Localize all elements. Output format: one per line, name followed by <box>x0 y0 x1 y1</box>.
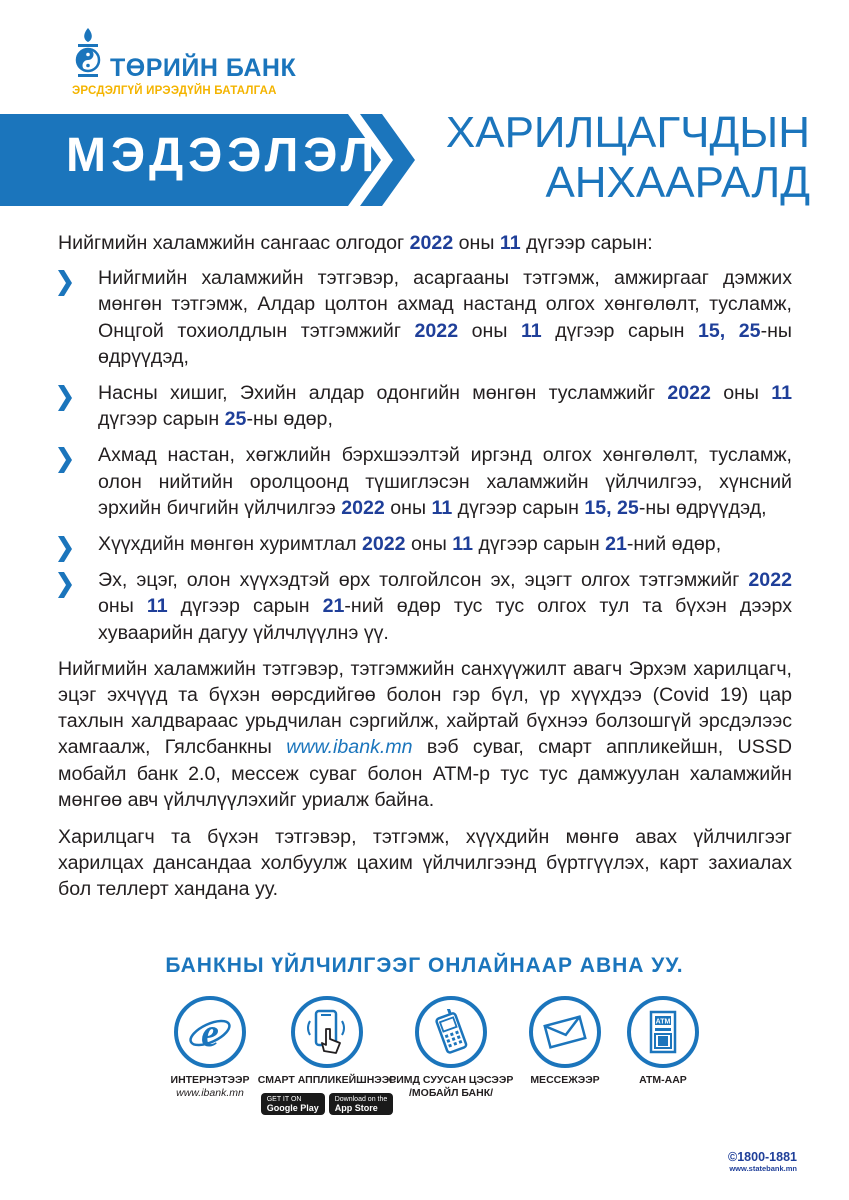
hotline-number[interactable]: ©1800-1881 <box>728 1150 797 1164</box>
channel-internet-label: ИНТЕРНЭТЭЭР <box>170 1074 250 1086</box>
paragraph-appeal: Нийгмийн халамжийн тэтгэвэр, тэтгэмжийн санхүүжилт авагч Эрхэм харилцагч, эцэг эхчүүд та бүхэн өөрсдийгөө болон гэр бүл, үр хүүхдээ (Covid 19) цар тахлын халдвараас урьдчилан сэргийлж, хайртай бүхнээ болзошгүй эрсдэлээс хамгаалж, Гялсбанкны www.ibank.mn вэб суваг, смарт аппликейшн, USSD мобайл банк 2.0, мессеж суваг болон ATM-р тус тус дамжуулан халамжийн мөнгөө авч үйлчлүүлэхийг уриалж байна. <box>58 657 792 811</box>
channel-smart-app-circle <box>291 996 363 1068</box>
list-item: Эх, эцэг, олон хүүхэдтэй өрх толгойлсон эх, эцэгт олгох тэтгэмжийг 2022 оны 11 дүгээр сарын 21-ний өдөр тус тус олгох тул та бүхэн дээрх хуваарийн дагуу үйлчлүүлнэ үү. <box>58 567 792 646</box>
channel-ussd-circle <box>415 996 487 1068</box>
google-play-badge[interactable]: GET IT ON Google Play <box>261 1093 325 1115</box>
paragraph-teller: Харилцагч та бүхэн тэтгэвэр, тэтгэмж, хүүхдийн мөнгө авах үйлчилгээг харилцах дансандаа холбуулж цахим үйлчилгээнд бүртгүүлэх, карт захиалах бол теллерт хандана уу. <box>58 826 792 901</box>
info-banner <box>0 114 415 206</box>
notice-body <box>58 230 792 914</box>
chevron-right-icon <box>58 447 72 473</box>
channel-sms-label: МЕССЕЖЭЭР <box>530 1074 600 1086</box>
chevron-right-icon <box>58 385 72 411</box>
list-item: Хүүхдийн мөнгөн хуримтлал 2022 оны 11 дүгээр сарын 21-ний өдөр, <box>58 531 792 557</box>
soyombo-yin-yang-icon <box>70 26 106 80</box>
bank-logo <box>70 24 330 104</box>
channel-smart-app-label: СМАРТ АППЛИКЕЙШНЭЭР <box>257 1074 397 1086</box>
chevron-right-icon <box>58 536 72 562</box>
channel-atm-circle <box>627 996 699 1068</box>
footer-contact <box>728 1150 797 1173</box>
ibank-link[interactable]: www.ibank.mn <box>286 736 413 759</box>
headline-line-1: ХАРИЛЦАГЧДЫН <box>445 108 810 157</box>
bank-slogan: ЭРСДЭЛГҮЙ ИРЭЭДҮЙН БАТАЛГАА <box>72 85 277 97</box>
channel-smart-app <box>257 996 397 1115</box>
page-headline <box>440 108 810 208</box>
list-item: Ахмад настан, хөгжлийн бэрхшээлтэй иргэнд олгох хөнгөлөлт, тусламж, олон нийтийн оролцоонд түшиглэсэн халамжийн үйлчилгээ, хүнсний эрхийн бичгийн үйлчилгээ 2022 оны 11 дүгээр сарын 15, 25-ны өдрүүдэд, <box>58 442 792 521</box>
channel-ussd-label: СИМД СУУСАН ЦЭСЭЭР /МОБАЙЛ БАНК/ <box>388 1074 514 1099</box>
chevron-right-icon <box>58 572 72 598</box>
headline-line-2: АНХААРАЛД <box>545 158 810 207</box>
channel-internet-circle <box>174 996 246 1068</box>
smartphone-tap-icon <box>302 1007 352 1057</box>
atm-icon <box>643 1008 683 1056</box>
channel-sms-circle <box>529 996 601 1068</box>
online-services-title: БАНКНЫ ҮЙЛЧИЛГЭЭГ ОНЛАЙНААР АВНА УУ. <box>165 954 684 977</box>
banner-title: МЭДЭЭЛЭЛ <box>66 129 380 182</box>
mobile-phone-icon <box>431 1009 471 1055</box>
svg-text:ATM: ATM <box>655 1018 671 1026</box>
internet-explorer-icon <box>188 1010 232 1054</box>
envelope-icon <box>543 1015 587 1049</box>
app-store-badge[interactable]: Download on the App Store <box>329 1093 394 1115</box>
channel-atm <box>593 996 733 1087</box>
svg-text:e: e <box>201 1010 219 1054</box>
list-item: Насны хишиг, Эхийн алдар одонгийн мөнгөн тусламжийг 2022 оны 11 дүгээр сарын 25-ны өдөр, <box>58 380 792 432</box>
chevron-right-icon <box>58 270 72 296</box>
channel-internet-url[interactable]: www.ibank.mn <box>176 1087 244 1099</box>
bank-website[interactable]: www.statebank.mn <box>729 1164 797 1173</box>
list-item: Нийгмийн халамжийн тэтгэвэр, асаргааны тэтгэмж, амжиргааг дэмжих мөнгөн тэтгэмж, Алдар цолтон ахмад настанд олгох хөнгөлөлт, тусламж, Онцгой тохиолдлын тэтгэмжийг 2022 оны 11 дүгээр сарын 15, 25-ны өдрүүдэд, <box>58 265 792 370</box>
intro-line: Нийгмийн халамжийн сангаас олгодог 2022 оны 11 дүгээр сарын: <box>58 232 653 254</box>
bank-name: ТӨРИЙН БАНК <box>110 54 297 82</box>
channel-atm-label: ATM-ААР <box>639 1074 687 1086</box>
store-badges <box>257 1087 397 1115</box>
